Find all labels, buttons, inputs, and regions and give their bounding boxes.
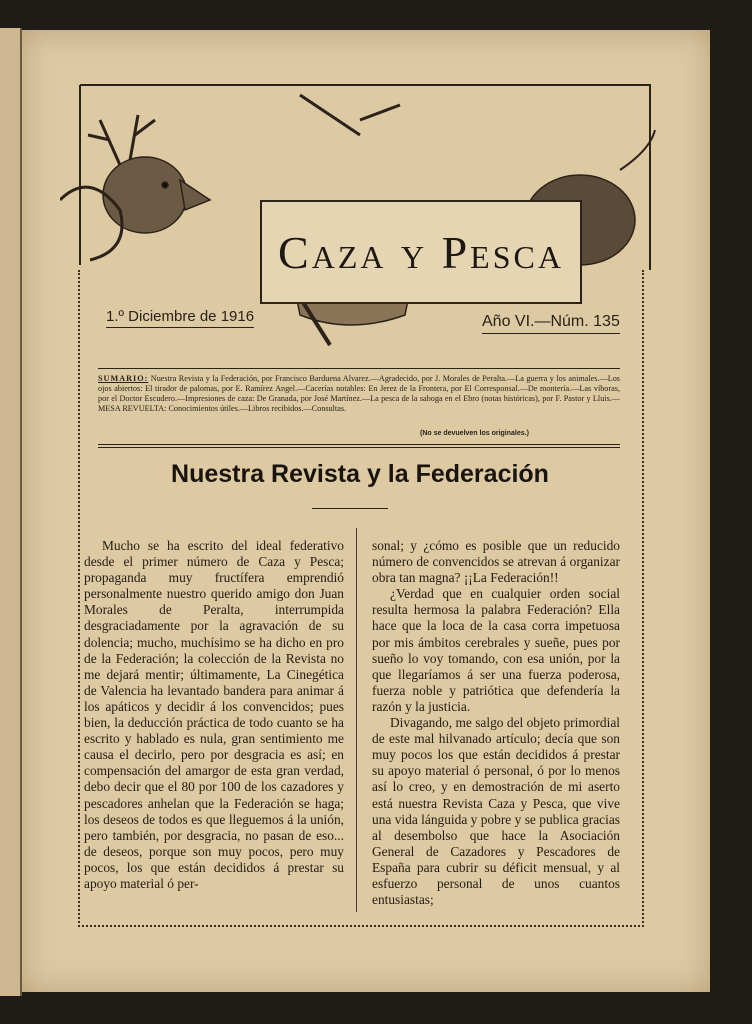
issue-date: 1.º Diciembre de 1916 (106, 308, 254, 328)
paragraph: ¿Verdad que en cualquier orden social resulta hermosa la palabra Federación? Ella hace que la loca de la casa corra impetuosa por mis ámbitos cerebrales y sueñe, pues por sueño lo voy tomando, con esa unión, por la que llegaríamos á ser una fuerza poderosa, fuerza noble y patriótica que defendería la razón y la justicia. (372, 586, 620, 714)
headline-divider (312, 508, 388, 509)
sumario-text: Nuestra Revista y la Federación, por Francisco Barduena Alvarez.—Agradecido, por J. Morales de Peralta.—La guerra y los animales.—Los ojos abiertos: El tirador de palomas, por E. Ramírez Angel.—Cacerías notables: En Jerez de la Frontera, por El Corresponsal.—De montería.—Las víboras, por el Doctor Escudero.—Impresiones de caza: De Granada, por José Martínez.—La pesca de la saboga en el Ebro (notas históricas), por F. Pastor y Lluis.—MESA REVUELTA: Conocimientos útiles.—Libros recibidos.—Consultas. (98, 374, 620, 413)
originals-note: (No se devuelven los originales.) (420, 430, 529, 437)
sumario-bottom-rule-2 (98, 447, 620, 448)
article-column-2 (372, 538, 620, 908)
article-column-1 (84, 538, 344, 892)
rifle-icon (300, 95, 400, 135)
previous-page-edge (0, 28, 22, 996)
sumario-label: SUMARIO: (98, 374, 149, 383)
paragraph: Mucho se ha escrito del ideal federativo desde el primer número de Caza y Pesca; propaganda muy fructífera emprendió personalmente nuestro querido amigo don Juan Morales de Peralta, interrumpida desgraciadamente por la agravación de su dolencia; mucho, muchísimo se ha dicho en pro de la Federación; la colección de la Revista no me dejará mentir; últimamente, La Cinegética de Valencia ha levantado bandera para animar á los apáticos y decidir á los convencidos; pues bien, la deducción práctica de todo cuanto se ha escrito y hablado es nula, gran sentimiento me causa el decirlo, pero por desgracia es así; en compensación del amargor de esta gran verdad, debo decir que el 80 por 100 de los cazadores y pescadores anhelan que la Federación se haga; los deseos de todos es que lleguemos á la unión, pero también, por desgracia, no pasan de eso... de deseos, porque son muy pocos, pero muy pocos, los que están decididos á prestar su apoyo material ó per- (84, 538, 344, 891)
article-headline: Nuestra Revista y la Federación (171, 460, 549, 488)
sumario-top-rule (98, 368, 620, 369)
paragraph: Divagando, me salgo del objeto primordial de este mal hilvanado artículo; decía que son muy pocos los que están decididos á prestar su apoyo material ó personal, ó por lo menos así lo creo, y en demostración de mi aserto está nuestra Revista Caza y Pesca, que vive una vida lánguida y pobre y se publica gracias al desembolso que hace la Asociación General de Cazadores y Pescadores de España para cubrir su déficit mensual, y al esfuerzo personal de unos cuantos entusiastas; (372, 715, 620, 908)
paragraph-continued: sonal; y ¿cómo es posible que un reducido número de convencidos se atrevan á organizar obra tan magna? ¡¡La Federación!! (372, 538, 620, 586)
sumario-bottom-rule (98, 444, 620, 445)
column-divider (356, 528, 357, 912)
issue-number: Año VI.—Núm. 135 (482, 313, 620, 334)
stag-head-icon (88, 115, 210, 233)
sumario (98, 374, 620, 414)
masthead-title: Caza y Pesca (278, 226, 564, 278)
